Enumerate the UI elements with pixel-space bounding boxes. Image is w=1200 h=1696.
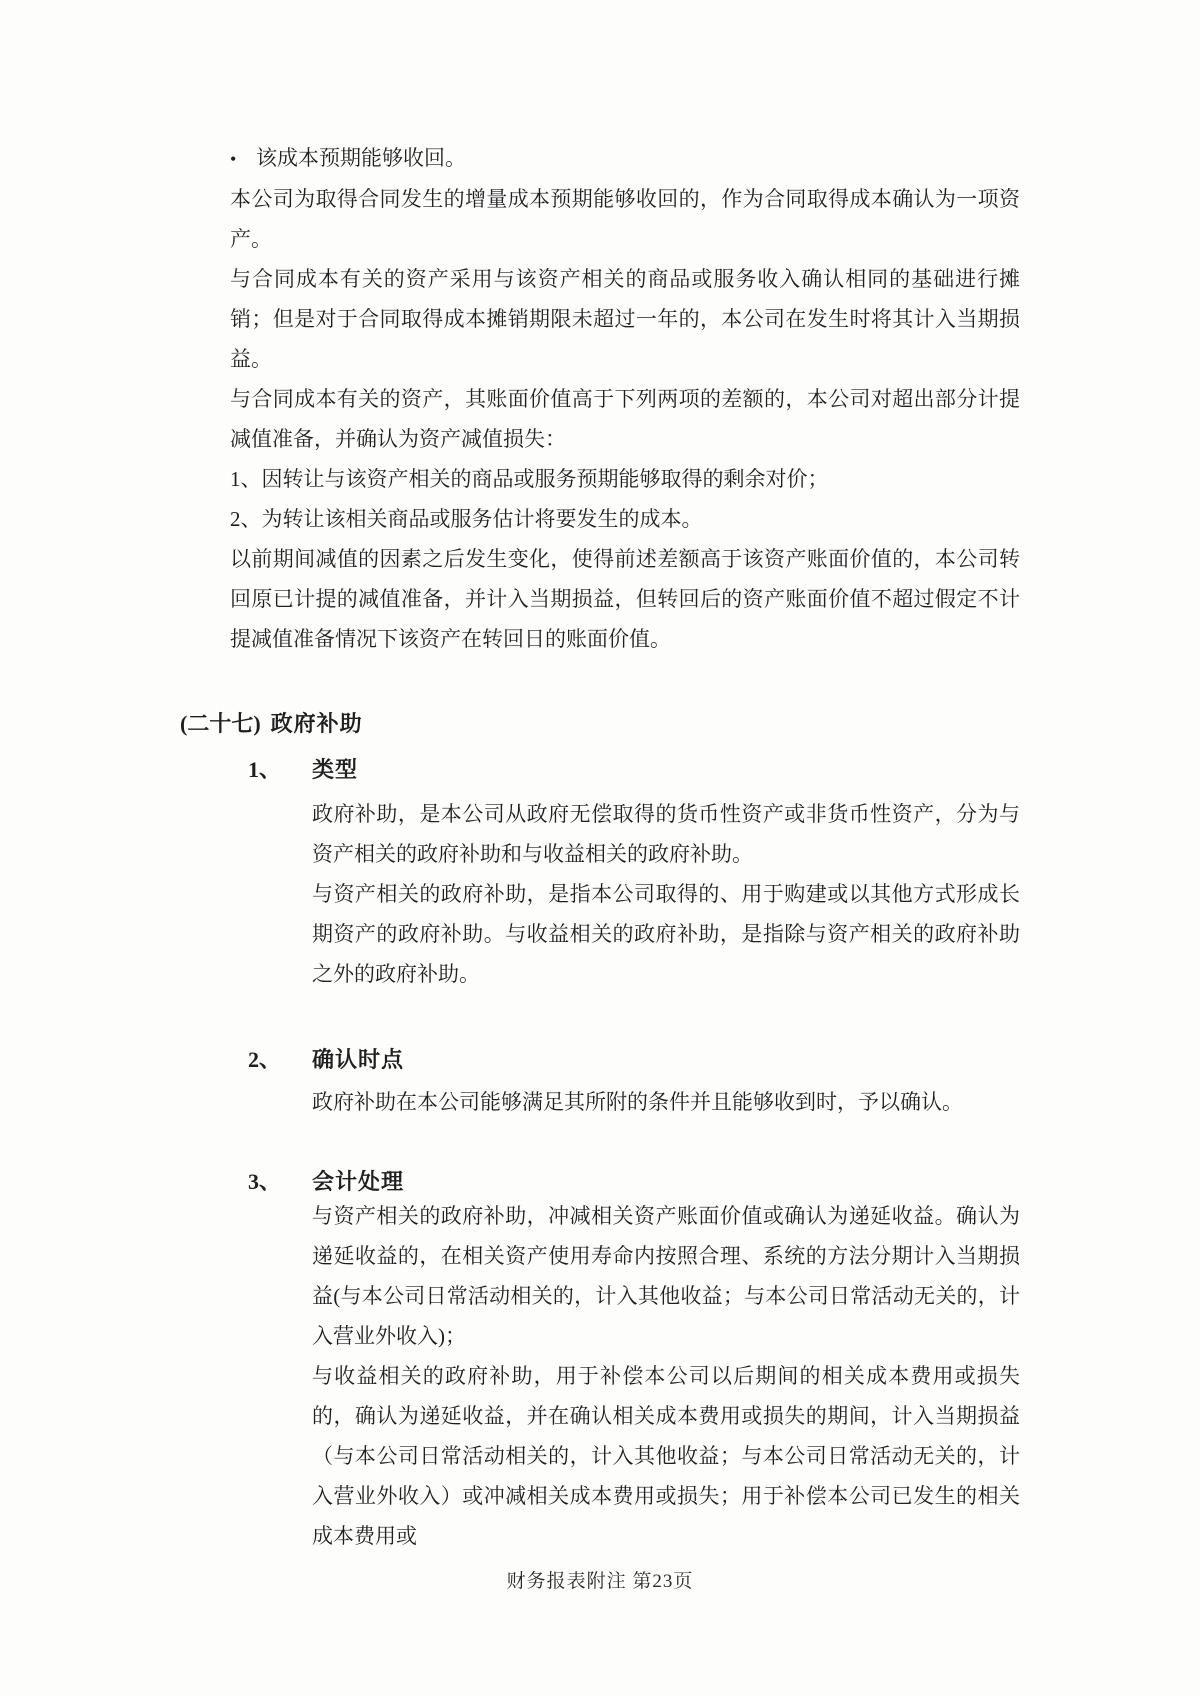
numbered-line: 2、为转让该相关商品或服务估计将要发生的成本。	[230, 507, 703, 531]
subsection-number: 2、	[248, 1047, 282, 1072]
paragraph: 与合同成本有关的资产采用与该资产相关的商品或服务收入确认相同的基础进行摊销；但是对于合同取得成本摊销期限未超过一年的，本公司在发生时将其计入当期损益。	[230, 267, 1020, 371]
bullet-icon: •	[230, 149, 237, 169]
subsection-heading-type	[248, 750, 358, 790]
paragraph: 与合同成本有关的资产，其账面价值高于下列两项的差额的，本公司对超出部分计提减值准备，并确认为资产减值损失：	[230, 387, 1020, 451]
paragraph: 政府补助在本公司能够满足其所附的条件并且能够收到时，予以确认。	[312, 1090, 963, 1114]
subsection-body-accounting	[312, 1196, 1020, 1556]
subsection-title: 会计处理	[312, 1169, 405, 1194]
page-footer: 财务报表附注 第23页	[506, 1571, 694, 1592]
subsection-title: 类型	[312, 757, 359, 782]
numbered-line: 1、因转让与该资产相关的商品或服务预期能够取得的剩余对价；	[230, 467, 829, 491]
paragraph: 与收益相关的政府补助，用于补偿本公司以后期间的相关成本费用或损失的，确认为递延收益，并在确认相关成本费用或损失的期间，计入当期损益（与本公司日常活动相关的，计入其他收益；与本公司日常活动无关的，计入营业外收入）或冲减相关成本费用或损失；用于补偿本公司已发生的相关成本费用或	[312, 1364, 1020, 1548]
subsection-number: 1、	[248, 757, 282, 782]
bullet-item-text: 该成本预期能够收回。	[256, 146, 466, 170]
paragraph: 与资产相关的政府补助，是指本公司取得的、用于购建或以其他方式形成长期资产的政府补助。与收益相关的政府补助，是指除与资产相关的政府补助之外的政府补助。	[312, 882, 1020, 986]
subsection-body-recognition	[312, 1082, 1020, 1122]
subsection-body-type	[312, 794, 1020, 994]
section-title: 政府补助	[270, 711, 363, 736]
subsection-title: 确认时点	[312, 1047, 405, 1072]
section-heading	[180, 704, 363, 744]
contract-cost-block	[230, 138, 1020, 659]
paragraph: 政府补助，是本公司从政府无偿取得的货币性资产或非货币性资产，分为与资产相关的政府补助和与收益相关的政府补助。	[312, 802, 1020, 866]
bullet-item	[230, 138, 1020, 179]
subsection-heading-recognition	[248, 1040, 404, 1080]
subsection-number: 3、	[248, 1169, 282, 1194]
paragraph: 与资产相关的政府补助，冲减相关资产账面价值或确认为递延收益。确认为递延收益的，在相关资产使用寿命内按照合理、系统的方法分期计入当期损益(与本公司日常活动相关的，计入其他收益；与本公司日常活动无关的，计入营业外收入)；	[312, 1204, 1020, 1348]
paragraph: 以前期间减值的因素之后发生变化，使得前述差额高于该资产账面价值的，本公司转回原已计提的减值准备，并计入当期损益，但转回后的资产账面价值不超过假定不计提减值准备情况下该资产在转回日的账面价值。	[230, 547, 1020, 651]
paragraph: 本公司为取得合同发生的增量成本预期能够收回的，作为合同取得成本确认为一项资产。	[230, 187, 1020, 251]
section-number: (二十七)	[180, 711, 261, 736]
